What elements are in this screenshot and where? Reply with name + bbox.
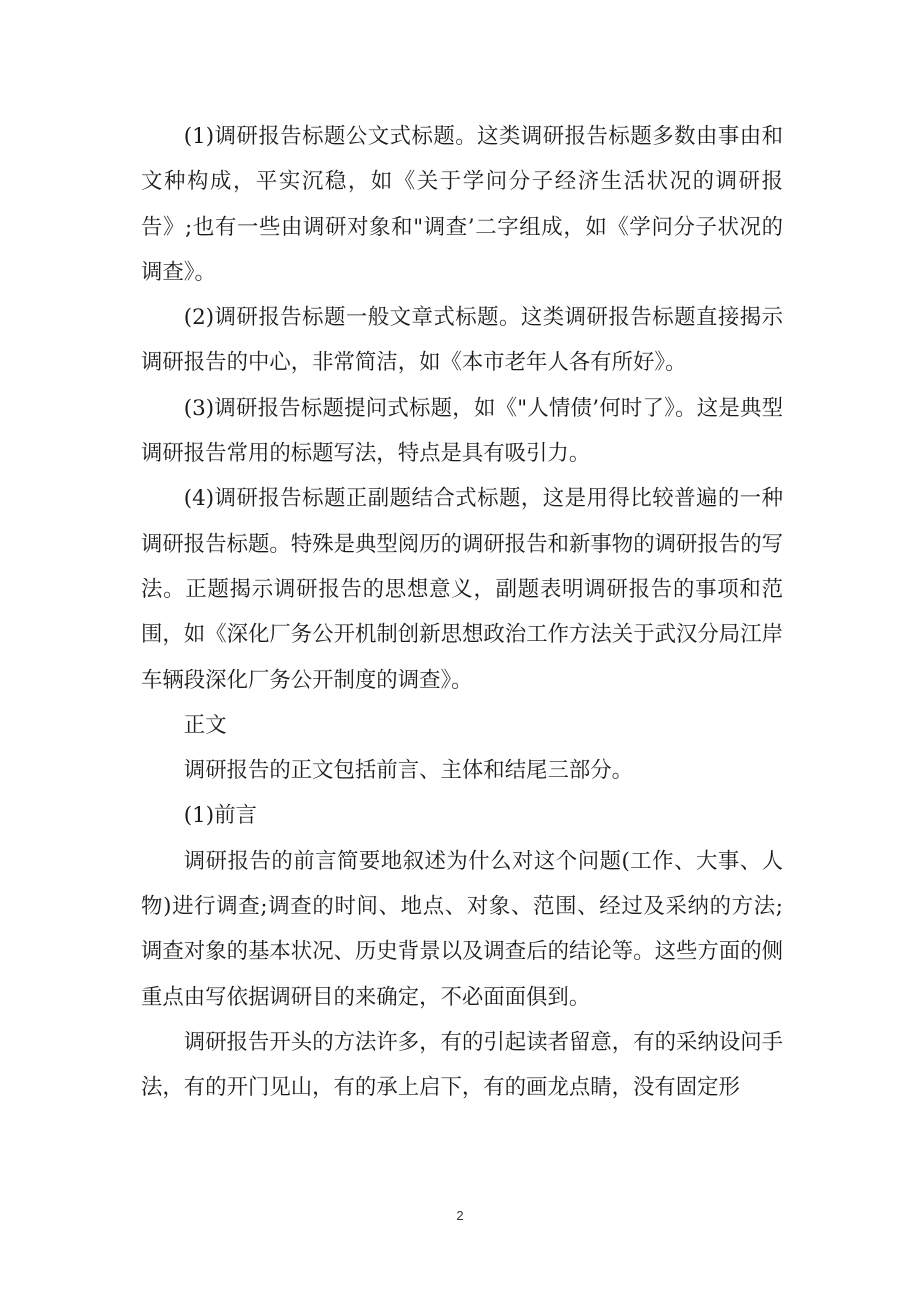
paragraph-preface-description: 调研报告的前言简要地叙述为什么对这个问题(工作、大事、人物)进行调查;调查的时间、地点、对象、范围、经过及采纳的方法;调查对象的基本状况、历史背景以及调查后的结论等。这些方面的侧重点由写依据调研目的来确定，不必面面俱到。 xyxy=(141,848,783,1010)
section-heading-body: 正文 xyxy=(183,712,227,738)
page-number: 2 xyxy=(456,1208,464,1223)
document-body xyxy=(141,114,783,1111)
subheading-preface: (1)前言 xyxy=(183,803,257,829)
paragraph-title-type-combined: (4)调研报告标题正副题结合式标题，这是用得比较普遍的一种调研报告标题。特殊是典型阅历的调研报告和新事物的调研报告的写法。正题揭示调研报告的思想意义，副题表明调研报告的事项和范围，如《深化厂务公开机制创新思想政治工作方法关于武汉分局江岸车辆段深化厂务公开制度的调查》。 xyxy=(141,486,783,693)
paragraph-opening-methods: 调研报告开头的方法许多，有的引起读者留意，有的采纳设问手法，有的开门见山，有的承上启下，有的画龙点睛，没有固定形 xyxy=(141,1029,783,1101)
paragraph-title-type-official: (1)调研报告标题公文式标题。这类调研报告标题多数由事由和文种构成，平实沉稳，如《关于学问分子经济生活状况的调研报告》;也有一些由调研对象和"调查’二字组成，如《学问分子状况的调查》。 xyxy=(141,124,783,285)
paragraph-title-type-article: (2)调研报告标题一般文章式标题。这类调研报告标题直接揭示调研报告的中心，非常简洁，如《本市老年人各有所好》。 xyxy=(141,305,783,376)
paragraph-title-type-question: (3)调研报告标题提问式标题，如《"人情债’何时了》。这是典型调研报告常用的标题写法，特点是具有吸引力。 xyxy=(141,395,783,467)
paragraph-body-intro: 调研报告的正文包括前言、主体和结尾三部分。 xyxy=(183,758,634,784)
